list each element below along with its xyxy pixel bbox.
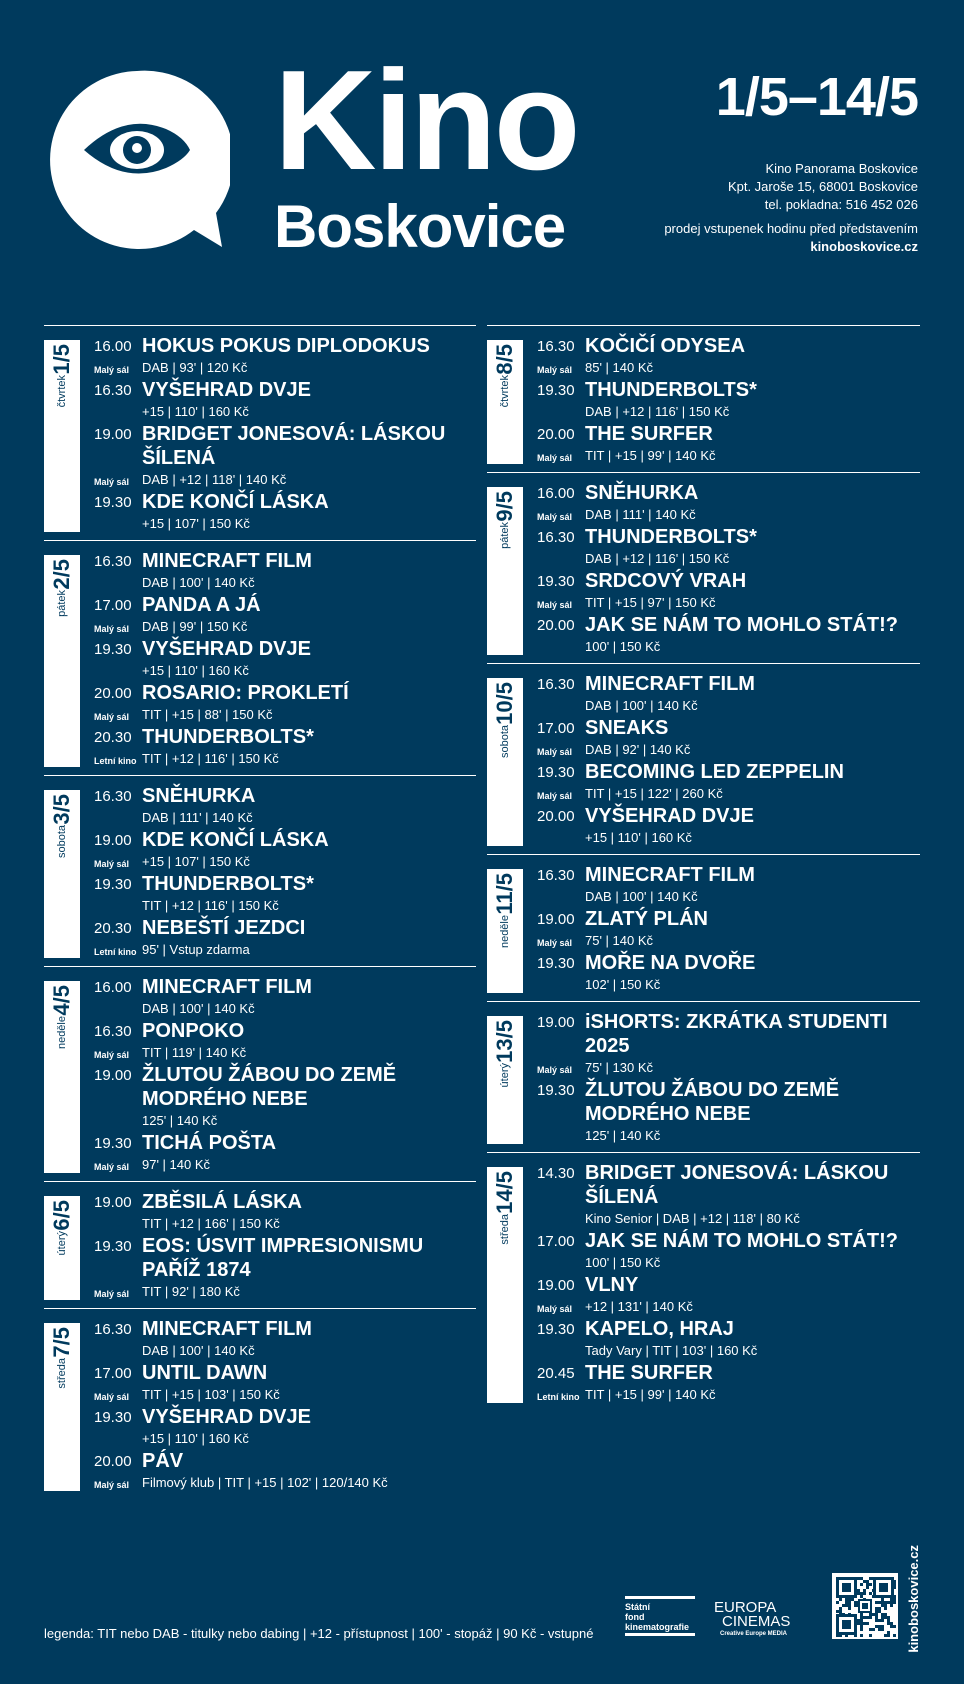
website-vertical: kinoboskovice.cz	[906, 1545, 921, 1653]
screening-time: 20.00	[537, 808, 575, 825]
film-title: PÁV	[142, 1450, 184, 1472]
screening-time: 19.30	[537, 573, 575, 590]
film-details: 102' | 150 Kč	[585, 977, 661, 992]
film-title: MINECRAFT FILM	[585, 864, 755, 886]
film-title: BRIDGET JONESOVÁ: LÁSKOU ŠÍLENÁ	[585, 1162, 889, 1208]
venue-label: Malý sál	[94, 1480, 130, 1490]
page-subtitle: Boskovice	[274, 193, 566, 260]
day-block	[44, 1181, 476, 1308]
film-details: Kino Senior | DAB | +12 | 118' | 80 Kč	[585, 1211, 800, 1226]
film-title: THUNDERBOLTS*	[585, 379, 757, 401]
screening-time: 19.00	[537, 911, 575, 928]
film-title: UNTIL DAWN	[142, 1362, 268, 1384]
screening-time: 19.00	[94, 832, 132, 849]
screening-time: 19.30	[537, 764, 575, 781]
film-details: TIT | 92' | 180 Kč	[142, 1284, 240, 1299]
venue-label	[537, 1143, 585, 1146]
film-details: Tady Vary | TIT | 103' | 160 Kč	[585, 1343, 758, 1358]
venue-label: Malý sál	[537, 1065, 573, 1075]
day-block	[44, 775, 476, 966]
venue-label: Malý sál	[94, 477, 130, 487]
day-label-bar	[487, 678, 523, 846]
day-label-bar	[44, 340, 80, 532]
day-weekday: neděle	[56, 1015, 68, 1049]
screening-item	[94, 1234, 476, 1302]
film-details: Filmový klub | TIT | +15 | 102' | 120/140 Kč	[142, 1475, 388, 1490]
film-title: MINECRAFT FILM	[142, 1318, 312, 1340]
svg-text:Státní: Státní	[625, 1602, 651, 1612]
film-title: MINECRAFT FILM	[142, 550, 312, 572]
screening-item	[537, 1161, 920, 1229]
day-label-bar	[487, 869, 523, 993]
film-details: 75' | 130 Kč	[585, 1060, 654, 1075]
screening-item	[94, 784, 476, 828]
day-block	[44, 966, 476, 1181]
film-title: VYŠEHRAD DVJE	[142, 379, 311, 401]
day-block	[487, 325, 920, 472]
screening-item	[537, 613, 920, 657]
screening-item	[537, 1078, 920, 1146]
venue-label: Malý sál	[537, 453, 573, 463]
day-date: 8/5	[492, 344, 517, 375]
film-title: THE SURFER	[585, 1362, 713, 1384]
venue-label	[537, 845, 585, 848]
screening-item	[537, 1273, 920, 1317]
day-date: 11/5	[492, 873, 517, 915]
venue-label: Malý sál	[94, 1289, 130, 1299]
screening-item	[94, 1317, 476, 1361]
film-title: THE SURFER	[585, 423, 713, 445]
film-title: ZLATÝ PLÁN	[585, 908, 708, 930]
film-details: DAB | 100' | 140 Kč	[142, 1343, 255, 1358]
venue-label: Malý sál	[537, 600, 573, 610]
film-title: THUNDERBOLTS*	[142, 726, 314, 748]
film-title: ZBĚSILÁ LÁSKA	[142, 1191, 302, 1213]
schedule-column-left	[44, 325, 476, 1499]
screening-item	[537, 907, 920, 951]
day-weekday: čtvrtek	[499, 374, 511, 407]
film-title: VYŠEHRAD DVJE	[142, 638, 311, 660]
screening-item	[537, 481, 920, 525]
day-block	[44, 1308, 476, 1499]
film-details: TIT | +12 | 116' | 150 Kč	[142, 898, 279, 913]
svg-text:CINEMAS: CINEMAS	[722, 1613, 791, 1630]
film-title: SNĚHURKA	[585, 482, 699, 504]
film-title: KDE KONČÍ LÁSKA	[142, 491, 329, 513]
film-details: DAB | 100' | 140 Kč	[585, 889, 698, 904]
screening-time: 16.30	[537, 676, 575, 693]
screening-item	[537, 1229, 920, 1273]
screening-item	[94, 422, 476, 490]
day-label-bar	[44, 981, 80, 1173]
film-details: DAB | +12 | 118' | 140 Kč	[142, 472, 287, 487]
screening-item	[537, 863, 920, 907]
svg-text:kinematografie: kinematografie	[625, 1622, 690, 1632]
film-title: MINECRAFT FILM	[142, 976, 312, 998]
film-title: BECOMING LED ZEPPELIN	[585, 761, 844, 783]
venue-label: Malý sál	[537, 938, 573, 948]
screening-time: 14.30	[537, 1165, 575, 1182]
screening-item	[537, 804, 920, 848]
film-title: ŽLUTOU ŽÁBOU DO ZEMĚ MODRÉHO NEBE	[142, 1064, 397, 1110]
film-details: 125' | 140 Kč	[142, 1113, 218, 1128]
venue-label: Malý sál	[94, 712, 130, 722]
screening-item	[537, 951, 920, 995]
venue-label	[537, 992, 585, 995]
film-title: ŽLUTOU ŽÁBOU DO ZEMĚ MODRÉHO NEBE	[585, 1079, 840, 1125]
day-date: 10/5	[492, 682, 517, 725]
day-block	[487, 1001, 920, 1152]
screening-time: 17.00	[94, 597, 132, 614]
film-details: TIT | +12 | 116' | 150 Kč	[142, 751, 279, 766]
day-label-bar	[487, 340, 523, 464]
film-title: SRDCOVÝ VRAH	[585, 570, 747, 592]
film-details: TIT | +12 | 166' | 150 Kč	[142, 1216, 280, 1231]
film-details: TIT | 119' | 140 Kč	[142, 1045, 247, 1060]
screening-time: 16.30	[94, 788, 132, 805]
ticket-sale-note: prodej vstupenek hodinu před představením	[664, 221, 918, 236]
screening-item	[94, 1405, 476, 1449]
screening-time: 20.45	[537, 1365, 575, 1382]
screening-item	[94, 916, 476, 960]
film-title: JAK SE NÁM TO MOHLO STÁT!?	[585, 1230, 898, 1252]
film-title: TICHÁ POŠTA	[142, 1132, 277, 1154]
screening-time: 16.30	[94, 382, 132, 399]
venue-label: Malý sál	[94, 624, 130, 634]
legend: legenda: TIT nebo DAB - titulky nebo dabing | +12 - přístupnost | 100' - stopáž | 90 Kč - vstupné	[44, 1626, 594, 1641]
film-title: JAK SE NÁM TO MOHLO STÁT!?	[585, 614, 898, 636]
day-date: 9/5	[492, 491, 517, 522]
day-weekday: středa	[56, 1357, 68, 1389]
film-title: EOS: ÚSVIT IMPRESIONISMU PAŘÍŽ 1874	[142, 1235, 424, 1281]
svg-text:fond: fond	[625, 1612, 645, 1622]
film-details: DAB | 111' | 140 Kč	[142, 810, 253, 825]
venue-label: Letní kino	[94, 756, 137, 766]
day-label-bar	[44, 1323, 80, 1491]
day-weekday: úterý	[56, 1230, 68, 1256]
film-title: PONPOKO	[142, 1020, 245, 1042]
film-details: 100' | 150 Kč	[585, 1255, 661, 1270]
day-label-bar	[487, 487, 523, 655]
screening-item	[537, 525, 920, 569]
box-office-phone: tel. pokladna: 516 452 026	[764, 197, 918, 212]
film-details: TIT | +15 | 103' | 150 Kč	[142, 1387, 280, 1402]
cinema-address: Kpt. Jaroše 15, 68001 Boskovice	[727, 179, 918, 194]
screening-item	[94, 1131, 476, 1175]
film-details: TIT | +15 | 88' | 150 Kč	[142, 707, 273, 722]
film-details: DAB | 100' | 140 Kč	[142, 575, 255, 590]
screening-item	[94, 549, 476, 593]
film-title: VYŠEHRAD DVJE	[142, 1406, 311, 1428]
film-details: TIT | +15 | 99' | 140 Kč	[585, 448, 716, 463]
screening-item	[94, 872, 476, 916]
venue-label	[94, 531, 142, 534]
day-date: 6/5	[49, 1200, 74, 1231]
screening-item	[94, 490, 476, 534]
film-details: +15 | 110' | 160 Kč	[142, 663, 249, 678]
screening-time: 19.00	[94, 1194, 132, 1211]
day-date: 4/5	[49, 985, 74, 1016]
venue-label: Malý sál	[94, 1050, 130, 1060]
day-block	[44, 325, 476, 540]
website-link[interactable]: kinoboskovice.cz	[810, 239, 918, 254]
screening-time: 19.30	[94, 1135, 132, 1152]
film-details: +15 | 110' | 160 Kč	[142, 404, 249, 419]
day-weekday: středa	[499, 1213, 511, 1245]
day-date: 14/5	[492, 1171, 517, 1214]
venue-label: Letní kino	[537, 1392, 580, 1402]
film-title: BRIDGET JONESOVÁ: LÁSKOU ŠÍLENÁ	[142, 423, 446, 469]
cinema-name: Kino Panorama Boskovice	[765, 161, 918, 176]
film-title: THUNDERBOLTS*	[585, 526, 757, 548]
screening-item	[537, 716, 920, 760]
screening-item	[94, 1449, 476, 1493]
day-date: 1/5	[49, 344, 74, 375]
film-details: DAB | +12 | 116' | 150 Kč	[585, 404, 730, 419]
film-title: iSHORTS: ZKRÁTKA STUDENTI 2025	[585, 1011, 888, 1057]
speech-bubble-eye-logo	[44, 67, 230, 253]
screening-item	[94, 1190, 476, 1234]
screening-item	[537, 1010, 920, 1078]
film-title: THUNDERBOLTS*	[142, 873, 314, 895]
screening-time: 19.30	[94, 1409, 132, 1426]
day-label-bar	[487, 1016, 523, 1144]
screening-time: 16.30	[537, 867, 575, 884]
screening-item	[537, 334, 920, 378]
film-details: TIT | +15 | 99' | 140 Kč	[585, 1387, 716, 1402]
screening-item	[537, 422, 920, 466]
film-details: TIT | +15 | 97' | 150 Kč	[585, 595, 716, 610]
film-title: KAPELO, HRAJ	[585, 1318, 734, 1340]
venue-label: Malý sál	[94, 859, 130, 869]
screening-time: 19.00	[94, 426, 132, 443]
film-details: 125' | 140 Kč	[585, 1128, 661, 1143]
screening-time: 20.00	[537, 426, 575, 443]
day-weekday: sobota	[499, 724, 511, 758]
venue-label: Malý sál	[537, 791, 573, 801]
film-details: DAB | 111' | 140 Kč	[585, 507, 696, 522]
screening-time: 19.30	[94, 641, 132, 658]
film-title: SNĚHURKA	[142, 785, 256, 807]
film-details: 75' | 140 Kč	[585, 933, 654, 948]
film-title: VYŠEHRAD DVJE	[585, 805, 754, 827]
film-details: +15 | 110' | 160 Kč	[585, 830, 692, 845]
film-title: KDE KONČÍ LÁSKA	[142, 829, 329, 851]
screening-item	[94, 637, 476, 681]
film-title: HOKUS POKUS DIPLODOKUS	[142, 335, 430, 357]
screening-time: 19.00	[537, 1014, 575, 1031]
venue-label: Malý sál	[537, 365, 573, 375]
screening-time: 17.00	[537, 1233, 575, 1250]
qr-code[interactable]	[832, 1573, 898, 1639]
europa-cinemas-logo	[712, 1598, 802, 1638]
screening-time: 19.30	[537, 1321, 575, 1338]
screening-item	[537, 1317, 920, 1361]
screening-time: 16.00	[537, 485, 575, 502]
film-details: DAB | 99' | 150 Kč	[142, 619, 248, 634]
screening-time: 20.00	[94, 1453, 132, 1470]
day-weekday: sobota	[56, 824, 68, 858]
screening-time: 16.30	[537, 338, 575, 355]
screening-item	[94, 334, 476, 378]
screening-time: 19.00	[94, 1067, 132, 1084]
venue-label: Malý sál	[537, 747, 573, 757]
screening-time: 19.30	[537, 382, 575, 399]
venue-label: Malý sál	[94, 1392, 130, 1402]
venue-label: Malý sál	[537, 512, 573, 522]
film-title: MOŘE NA DVOŘE	[585, 952, 756, 974]
film-title: VLNY	[585, 1274, 639, 1296]
screening-time: 20.30	[94, 920, 132, 937]
day-label-bar	[44, 555, 80, 767]
day-weekday: pátek	[56, 589, 68, 617]
day-weekday: čtvrtek	[56, 374, 68, 407]
screening-time: 17.00	[537, 720, 575, 737]
screening-time: 19.30	[537, 1082, 575, 1099]
film-details: 97' | 140 Kč	[142, 1157, 211, 1172]
film-title: ROSARIO: PROKLETÍ	[142, 682, 349, 704]
screening-item	[537, 378, 920, 422]
venue-label: Malý sál	[94, 365, 130, 375]
day-block	[44, 540, 476, 775]
film-title: MINECRAFT FILM	[585, 673, 755, 695]
day-label-bar	[44, 1196, 80, 1300]
film-details: +12 | 131' | 140 Kč	[585, 1299, 693, 1314]
screening-time: 16.30	[94, 1321, 132, 1338]
film-title: NEBEŠTÍ JEZDCI	[142, 917, 306, 939]
screening-item	[537, 1361, 920, 1405]
day-block	[487, 663, 920, 854]
film-title: KOČIČÍ ODYSEA	[585, 335, 746, 357]
screening-time: 19.00	[537, 1277, 575, 1294]
film-details: +15 | 110' | 160 Kč	[142, 1431, 249, 1446]
screening-time: 16.30	[94, 553, 132, 570]
screening-time: 17.00	[94, 1365, 132, 1382]
film-details: 95' | Vstup zdarma	[142, 942, 250, 957]
venue-label: Malý sál	[537, 1304, 573, 1314]
day-block	[487, 472, 920, 663]
screening-item	[94, 1361, 476, 1405]
screening-item	[94, 378, 476, 422]
day-weekday: pátek	[499, 521, 511, 549]
screening-time: 16.30	[537, 529, 575, 546]
date-range: 1/5–14/5	[715, 67, 918, 127]
screening-time: 20.00	[94, 685, 132, 702]
screening-item	[94, 725, 476, 769]
film-details: +15 | 107' | 150 Kč	[142, 854, 250, 869]
screening-time: 20.00	[537, 617, 575, 634]
screening-time: 16.00	[94, 979, 132, 996]
film-details: DAB | 100' | 140 Kč	[142, 1001, 255, 1016]
svg-text:EUROPA: EUROPA	[714, 1599, 777, 1616]
day-date: 2/5	[49, 559, 74, 590]
screening-time: 19.30	[94, 876, 132, 893]
day-label-bar	[44, 790, 80, 958]
day-block	[487, 1152, 920, 1411]
screening-time: 19.30	[537, 955, 575, 972]
film-details: TIT | +15 | 122' | 260 Kč	[585, 786, 723, 801]
film-details: 100' | 150 Kč	[585, 639, 661, 654]
day-date: 13/5	[492, 1020, 517, 1063]
screening-item	[94, 975, 476, 1019]
screening-item	[94, 681, 476, 725]
screening-item	[94, 1063, 476, 1131]
film-details: DAB | 92' | 140 Kč	[585, 742, 691, 757]
venue-label: Letní kino	[94, 947, 137, 957]
screening-time: 16.30	[94, 1023, 132, 1040]
screening-item	[537, 672, 920, 716]
screening-item	[537, 569, 920, 613]
film-details: DAB | 93' | 120 Kč	[142, 360, 248, 375]
day-date: 3/5	[49, 794, 74, 825]
screening-time: 19.30	[94, 1238, 132, 1255]
screening-time: 20.30	[94, 729, 132, 746]
film-details: 85' | 140 Kč	[585, 360, 654, 375]
day-label-bar	[487, 1167, 523, 1403]
contact-info	[664, 160, 918, 256]
film-details: +15 | 107' | 150 Kč	[142, 516, 250, 531]
film-title: PANDA A JÁ	[142, 594, 261, 616]
day-date: 7/5	[49, 1327, 74, 1358]
day-weekday: úterý	[499, 1062, 511, 1088]
screening-time: 19.30	[94, 494, 132, 511]
day-weekday: neděle	[499, 914, 511, 948]
screening-item	[94, 1019, 476, 1063]
schedule-column-right	[487, 325, 920, 1411]
venue-label	[537, 654, 585, 657]
page-title: Kino	[274, 41, 578, 200]
screening-item	[94, 593, 476, 637]
film-title: SNEAKS	[585, 717, 669, 739]
film-details: DAB | +12 | 116' | 150 Kč	[585, 551, 730, 566]
screening-item	[537, 760, 920, 804]
venue-label: Malý sál	[94, 1162, 130, 1172]
screening-item	[94, 828, 476, 872]
film-details: DAB | 100' | 140 Kč	[585, 698, 698, 713]
screening-time: 16.00	[94, 338, 132, 355]
day-block	[487, 854, 920, 1001]
state-film-fund-logo	[625, 1596, 695, 1636]
svg-text:Creative Europe MEDIA: Creative Europe MEDIA	[720, 1631, 788, 1637]
